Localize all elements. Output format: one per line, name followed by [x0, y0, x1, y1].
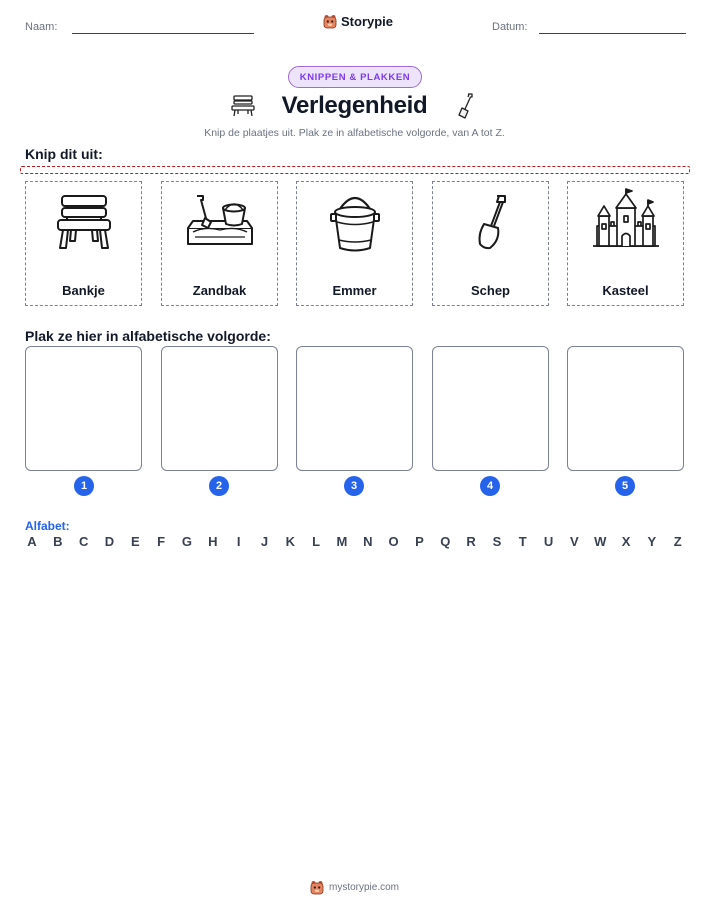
paste-box-1[interactable]	[25, 346, 142, 471]
alphabet-letter: A	[27, 534, 37, 549]
alphabet-letter: E	[130, 534, 140, 549]
slot-number-1: 1	[74, 476, 94, 496]
alphabet-letter: Y	[647, 534, 657, 549]
paste-box-4[interactable]	[432, 346, 549, 471]
storypie-mascot-icon	[310, 880, 324, 895]
paste-box-3[interactable]	[296, 346, 413, 471]
slot-number-2: 2	[209, 476, 229, 496]
alphabet-letter: P	[415, 534, 424, 549]
castle-icon	[591, 188, 661, 258]
alphabet-letter: V	[570, 534, 579, 549]
cut-line	[20, 166, 690, 174]
bench-icon	[49, 188, 119, 258]
alphabet-letter: M	[336, 534, 348, 549]
cut-card-label: Bankje	[62, 283, 105, 298]
alphabet-letter: B	[53, 534, 63, 549]
date-label: Datum:	[492, 21, 528, 33]
instructions: Knip de plaatjes uit. Plak ze in alfabetische volgorde, van A tot Z.	[204, 127, 505, 139]
brand-name: Storypie	[341, 14, 394, 29]
paste-section-title: Plak ze hier in alfabetische volgorde:	[25, 328, 271, 344]
alphabet-letter: G	[181, 534, 193, 549]
page-title: Verlegenheid	[281, 92, 428, 119]
alphabet-letter: S	[492, 534, 502, 549]
alphabet-row	[25, 534, 685, 549]
cut-card-label: Schep	[470, 283, 510, 298]
cut-card-zandbak[interactable]	[161, 181, 278, 306]
paste-box-2[interactable]	[161, 346, 278, 471]
slot-number-5: 5	[615, 476, 635, 496]
alphabet-letter: K	[285, 534, 295, 549]
paste-box-5[interactable]	[567, 346, 684, 471]
alphabet-letter: O	[388, 534, 399, 549]
alphabet-letter: L	[312, 534, 321, 549]
name-line[interactable]	[72, 33, 254, 34]
cut-card-schep[interactable]	[432, 181, 549, 306]
alphabet-letter: D	[104, 534, 115, 549]
footer	[0, 880, 709, 895]
name-label: Naam:	[25, 21, 58, 33]
alphabet-letter: U	[543, 534, 554, 549]
footer-url[interactable]: mystorypie.com	[328, 882, 399, 893]
cut-card-kasteel[interactable]	[567, 181, 684, 306]
alphabet-letter: W	[594, 534, 607, 549]
alphabet-letter: H	[208, 534, 218, 549]
alphabet-letter: R	[466, 534, 476, 549]
alphabet-letter: N	[363, 534, 373, 549]
cut-card-label: Emmer	[332, 283, 377, 298]
alphabet-letter: Q	[440, 534, 451, 549]
shovel-small-icon	[455, 92, 475, 120]
alphabet-letter: J	[260, 534, 269, 549]
activity-badge: KNIPPEN & PLAKKEN	[288, 66, 422, 88]
alphabet-letter: I	[236, 534, 241, 549]
alphabet-letter: Z	[673, 534, 682, 549]
cut-card-label: Kasteel	[602, 283, 649, 298]
alphabet-title: Alfabet:	[25, 519, 70, 533]
alphabet-letter: T	[518, 534, 527, 549]
bucket-icon	[320, 188, 390, 258]
slot-number-4: 4	[480, 476, 500, 496]
alphabet-letter: F	[157, 534, 166, 549]
shovel-icon	[456, 188, 526, 258]
alphabet-letter: X	[621, 534, 631, 549]
cut-card-label: Zandbak	[192, 283, 247, 298]
slot-number-3: 3	[344, 476, 364, 496]
cut-section-title: Knip dit uit:	[25, 146, 103, 162]
sandbox-icon	[185, 188, 255, 258]
brand-logo	[323, 14, 393, 29]
cut-card-bankje[interactable]	[25, 181, 142, 306]
alphabet-letter: C	[78, 534, 89, 549]
cut-card-emmer[interactable]	[296, 181, 413, 306]
storypie-mascot-icon	[323, 14, 337, 29]
date-line[interactable]	[539, 33, 686, 34]
